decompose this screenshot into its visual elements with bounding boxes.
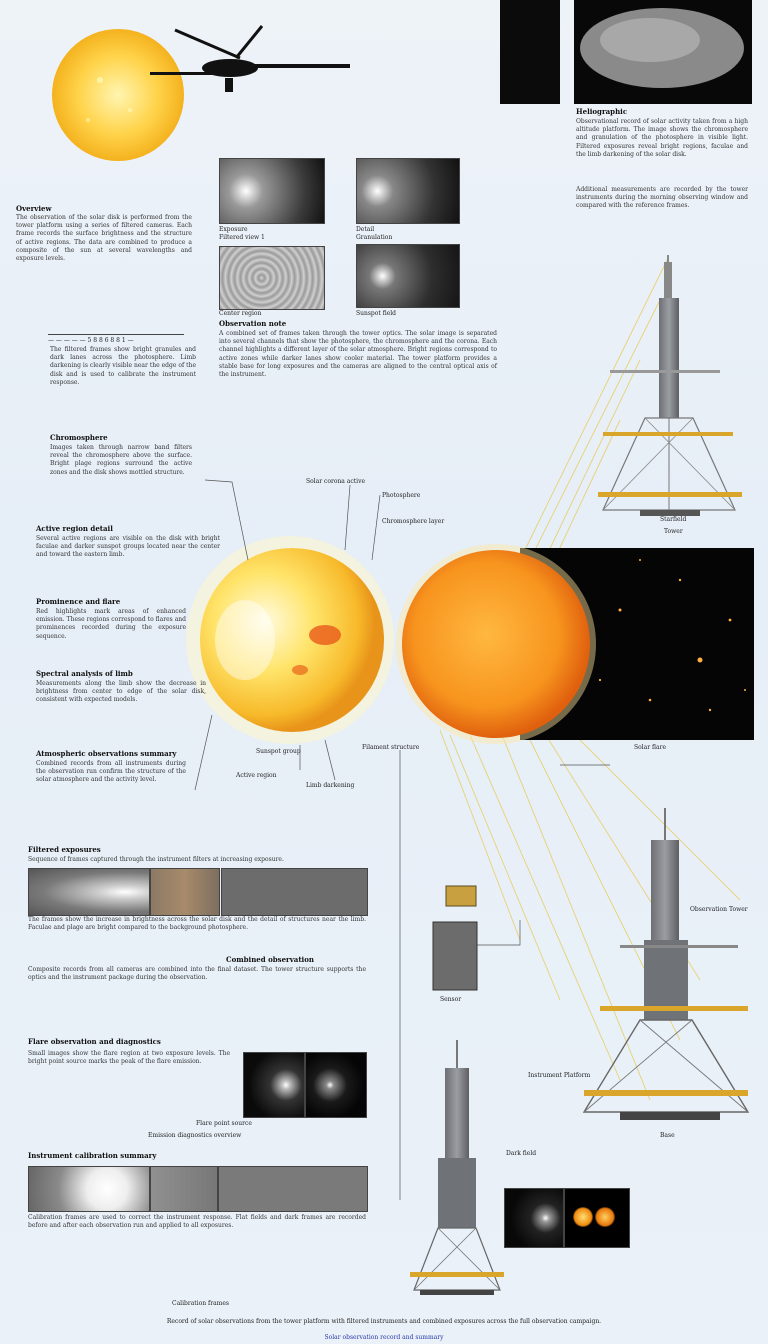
sun-bright-area — [215, 600, 275, 680]
img4-caption: Sunspot field — [356, 310, 397, 317]
panel-3-title: Flare observation and diagnostics — [28, 1037, 161, 1046]
label-chromosphere: Chromosphere layer — [382, 518, 445, 525]
dark-field-caption: Dark field — [506, 1150, 537, 1157]
panel-3-caption-2: Emission diagnostics overview — [148, 1132, 242, 1139]
sensor-icon — [446, 886, 476, 906]
img4-sub: Center region — [219, 310, 262, 317]
exposure-image-2 — [356, 158, 460, 224]
section-3-text: Red highlights mark areas of enhanced emission. These regions correspond to flares and prominences recorded during the exposure sequence. — [36, 608, 186, 640]
tower-top-right — [598, 255, 742, 516]
label-photosphere: Photosphere — [382, 492, 421, 499]
panel-2-title: Combined observation — [226, 955, 314, 964]
tower-label-top: Tower — [664, 528, 683, 535]
section-2-text: Several active regions are visible on the disk with bright faculae and darker sunspot groups located near the center and toward the eastern limb. — [36, 535, 220, 559]
filter-image-1 — [28, 868, 150, 916]
flare-spot — [309, 625, 341, 645]
tower-label-low: Instrument Platform — [528, 1072, 591, 1079]
top-right-title: Heliographic — [576, 107, 628, 116]
calibration-image-2 — [150, 1166, 218, 1212]
img1-sub: Filtered view 1 — [219, 234, 265, 241]
img2-caption: Detail — [356, 226, 375, 233]
intro-title: Overview — [16, 204, 52, 213]
tower-label-base: Base — [660, 1132, 675, 1139]
sun-granule — [97, 77, 103, 83]
footer-line-1: Record of solar observations from the tower platform with filtered instruments and combined exposures across the full observation campaign. — [166, 1318, 602, 1325]
filter-image-3 — [221, 868, 368, 916]
panel-4-text: Calibration frames are used to correct the instrument response. Flat fields and dark frames are recorded before and after each observation run and applied to all exposures. — [28, 1214, 366, 1230]
section-5-title: Atmospheric observations summary — [36, 749, 177, 758]
panel-2-text: Composite records from all cameras are combined into the final dataset. The tower structure supports the optics and the instrument package during the observation. — [28, 966, 366, 982]
flare-image-2 — [305, 1052, 367, 1118]
label-flare: Solar flare — [634, 744, 666, 751]
flare-image-1 — [243, 1052, 305, 1118]
section-4-text: Measurements along the limb show the decrease in brightness from center to edge of the solar disk, consistent with expected models. — [36, 680, 206, 704]
section-4-title: Spectral analysis of limb — [36, 669, 133, 678]
top-sun — [52, 29, 184, 161]
tower-bottom-right — [584, 808, 748, 1120]
dark-panel — [500, 0, 560, 104]
intro-text: The observation of the solar disk is performed from the tower platform using a series of filtered cameras. Each frame records the surface brightness and the structure of active regions. The data are combined to produce a composite of the sun at several wavelengths and exposure levels. — [16, 214, 192, 263]
top-right-text-2: Additional measurements are recorded by the tower instruments during the morning observing window and compared with the reference frames. — [576, 186, 748, 210]
label-filament: Filament structure — [362, 744, 420, 751]
dark-field-image — [504, 1188, 564, 1248]
label-active-region: Active region — [236, 772, 277, 779]
label-sunspot-group: Sunspot group — [256, 748, 301, 755]
footer-line-2: Solar observation record and summary — [324, 1334, 444, 1341]
img1-caption: Exposure — [219, 226, 248, 233]
section-2-title: Active region detail — [36, 524, 113, 533]
sun-granule — [128, 108, 132, 112]
filter-image-2 — [150, 868, 220, 916]
label-limb-darkening: Limb darkening — [306, 782, 355, 789]
panel-1-caption: Sequence of frames captured through the instrument filters at increasing exposure. — [28, 856, 284, 863]
panel-1-title: Filtered exposures — [28, 845, 101, 854]
label-solar-corona: Solar corona active — [306, 478, 366, 485]
twin-flare-image — [564, 1188, 630, 1248]
section-5-text: Combined records from all instruments during the observation run confirm the structure of the solar atmosphere and the activity level. — [36, 760, 186, 784]
panel-3-text: Small images show the flare region at two exposure levels. The bright point source marks the peak of the flare emission. — [28, 1050, 230, 1066]
top-right-text: Observational record of solar activity taken from a high altitude platform. The image shows the chromosphere and granulation of the photosphere in visible light. Filtered exposures reveal bright regions, faculae and the limb darkening of the solar disk. — [576, 118, 748, 158]
section-3-title: Prominence and flare — [36, 597, 121, 606]
panel-4-caption: Calibration frames — [172, 1300, 229, 1307]
section-1-text: Images taken through narrow band filters reveal the chromosphere above the surface. Bright plage regions surround the active zones and the disk shows mottled structure. — [50, 444, 192, 476]
tower-bottom-center — [410, 1040, 504, 1295]
calibration-image-3 — [218, 1166, 368, 1212]
sun-granule — [86, 118, 90, 122]
sensor-caption: Sensor — [440, 996, 462, 1003]
tower-label-mid: Observation Tower — [690, 906, 748, 913]
granulation-image — [219, 246, 325, 310]
flare-spot — [292, 665, 308, 675]
img2-sub: Granulation — [356, 234, 393, 241]
panel-3-caption: Flare point source — [196, 1120, 252, 1127]
panel-4-title: Instrument calibration summary — [28, 1151, 157, 1160]
section-1-title: Chromosphere — [50, 433, 108, 442]
observation-note-text: A combined set of frames taken through the tower optics. The solar image is separated into several channels that show the photosphere, the chromosphere and the corona. Each channel highlights a different layer of the solar atmosphere. Bright regions correspond to active zones while darker lanes show cooler material. The tower platform provides a stable base for long exposures and the cameras are aligned to the central optical axis of the instrument. — [219, 330, 497, 379]
para-2: The filtered frames show bright granules and dark lanes across the photosphere. Limb darkening is clearly visible near the edge of the disk and is used to calibrate the instrument response. — [50, 346, 196, 386]
right-sun — [402, 550, 590, 738]
exposure-image-1 — [219, 158, 325, 224]
label-starfield: Starfield — [660, 516, 687, 523]
sunspot-image — [356, 244, 460, 308]
moon-highlight — [600, 18, 700, 62]
sensor-housing — [433, 922, 477, 990]
calibration-image-1 — [28, 1166, 150, 1212]
observation-note-title: Observation note — [219, 319, 287, 328]
formula: — — — — — 5 8 8 6 8 8 1 — — [48, 334, 184, 344]
panel-1-text: The frames show the increase in brightness across the solar disk and the detail of structures near the limb. Faculae and plage are bright compared to the background photosphere. — [28, 916, 366, 932]
